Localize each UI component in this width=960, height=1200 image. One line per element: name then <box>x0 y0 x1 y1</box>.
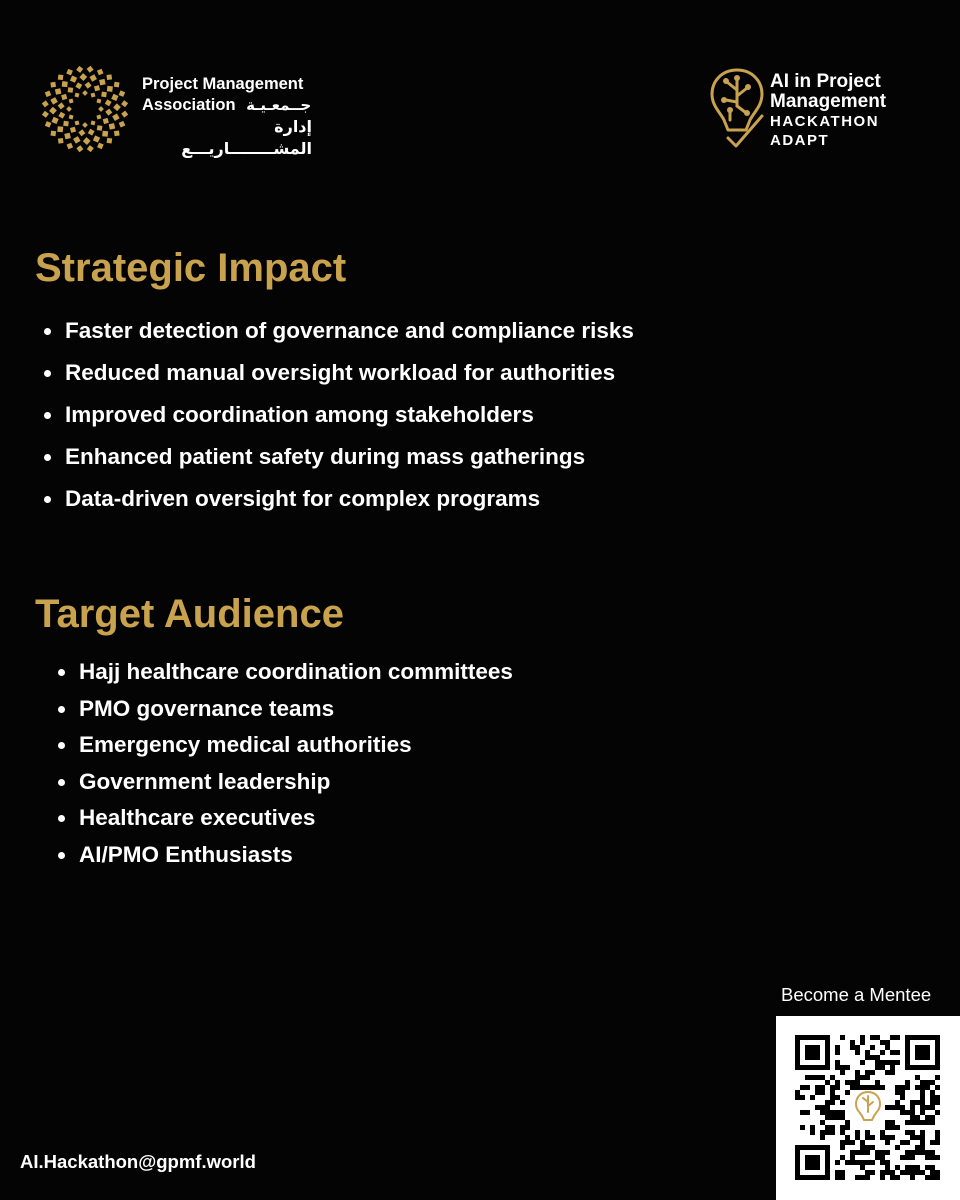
hackathon-name <box>770 72 886 150</box>
list-item: Enhanced patient safety during mass gatherings <box>65 436 634 478</box>
strategic-impact-list <box>65 310 634 520</box>
list-item: Government leadership <box>79 764 513 801</box>
target-audience-list <box>79 654 513 873</box>
starburst-logo-icon <box>38 62 132 156</box>
list-item: Reduced manual oversight workload for authorities <box>65 352 634 394</box>
strategic-impact-title: Strategic Impact <box>35 246 347 290</box>
list-item: Hajj healthcare coordination committees <box>79 654 513 691</box>
lightbulb-circuit-icon <box>708 66 766 148</box>
qr-code-icon <box>776 1016 960 1200</box>
hackathon-line1: AI in Project <box>770 71 881 92</box>
association-arabic-line1: جــمعـيـة <box>246 96 312 114</box>
hackathon-line4: ADAPT <box>770 132 830 149</box>
association-name-line1: Project Management <box>142 75 304 93</box>
list-item: Healthcare executives <box>79 800 513 837</box>
contact-email[interactable]: AI.Hackathon@gpmf.world <box>20 1151 256 1172</box>
list-item: AI/PMO Enthusiasts <box>79 837 513 874</box>
association-logo <box>38 62 132 156</box>
association-arabic-line2: إدارة المشــــــــاريـــع <box>181 117 312 158</box>
list-item: Emergency medical authorities <box>79 727 513 764</box>
list-item: Improved coordination among stakeholders <box>65 394 634 436</box>
mentee-label: Become a Mentee <box>781 984 932 1005</box>
hackathon-line2: Management <box>770 91 887 112</box>
hackathon-logo <box>708 66 766 148</box>
association-name-line2: Association <box>142 96 236 114</box>
target-audience-title: Target Audience <box>35 592 344 636</box>
hackathon-line3: HACKATHON <box>770 113 880 130</box>
list-item: PMO governance teams <box>79 691 513 728</box>
mentee-qr-code[interactable] <box>776 1016 960 1200</box>
list-item: Data-driven oversight for complex programs <box>65 478 634 520</box>
list-item: Faster detection of governance and compliance risks <box>65 310 634 352</box>
association-name <box>142 74 312 160</box>
